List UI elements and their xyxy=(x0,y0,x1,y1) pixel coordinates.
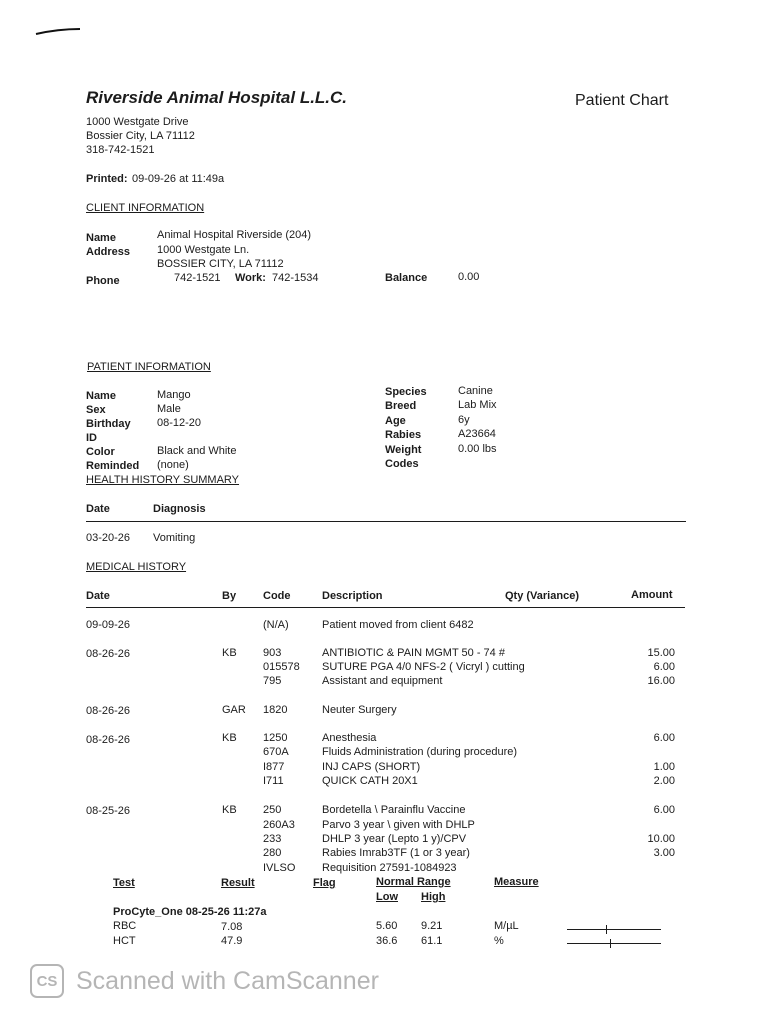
medical-history-col-qty: Qty (Variance) xyxy=(505,590,579,602)
medical-history-date: 08-26-26 xyxy=(86,734,131,746)
medical-history-col-amount: Amount xyxy=(631,589,673,601)
lab-range-indicator xyxy=(567,929,661,930)
medical-history-rule xyxy=(86,607,685,608)
medical-history-date: 08-26-26 xyxy=(86,648,131,660)
medical-history-by: GAR xyxy=(222,704,246,716)
patient-field-label: Color xyxy=(86,446,115,458)
lab-col-low: Low xyxy=(376,891,398,903)
medical-history-by: KB xyxy=(222,647,237,659)
health-history-section-title: HEALTH HISTORY SUMMARY xyxy=(86,474,240,486)
patient-field-value: Mango xyxy=(157,389,191,401)
lab-low-value: 5.60 xyxy=(376,920,398,932)
medical-history-amount: 15.00 xyxy=(647,647,675,659)
pen-mark xyxy=(34,26,82,38)
patient-field-label: Species xyxy=(385,386,427,398)
patient-field-value: 6y xyxy=(458,414,470,426)
client-balance-label: Balance xyxy=(385,272,428,284)
medical-history-description: Anesthesia xyxy=(322,732,377,744)
lab-test-name: RBC xyxy=(113,920,137,932)
lab-col-high: High xyxy=(421,891,446,903)
health-history-date: 03-20-26 xyxy=(86,532,131,544)
client-address-label: Address xyxy=(86,246,131,258)
lab-panel-title: ProCyte_One 08-25-26 11:27a xyxy=(113,906,267,918)
client-phone-label: Phone xyxy=(86,275,120,287)
medical-history-code: I711 xyxy=(263,775,284,787)
client-balance-value: 0.00 xyxy=(458,271,480,283)
medical-history-col-by: By xyxy=(222,590,237,602)
lab-high-value: 61.1 xyxy=(421,935,443,947)
medical-history-code: 670A xyxy=(263,746,289,758)
printed-value: 09-09-26 at 11:49a xyxy=(132,173,225,185)
medical-history-col-code: Code xyxy=(263,590,291,602)
medical-history-description: DHLP 3 year (Lepto 1 y)/CPV xyxy=(322,833,467,845)
medical-history-description: Parvo 3 year \ given with DHLP xyxy=(322,819,475,831)
hospital-address-line2: Bossier City, LA 71112 xyxy=(86,130,195,142)
medical-history-code: 250 xyxy=(263,804,282,816)
client-name-label: Name xyxy=(86,232,116,244)
medical-history-code: 903 xyxy=(263,647,282,659)
patient-field-label: Birthday xyxy=(86,418,131,430)
patient-field-value: (none) xyxy=(157,459,189,471)
health-history-rule xyxy=(86,521,686,522)
patient-field-value: 08-12-20 xyxy=(157,417,202,429)
medical-history-code: (N/A) xyxy=(263,619,289,631)
medical-history-description: ANTIBIOTIC & PAIN MGMT 50 - 74 # xyxy=(322,647,505,659)
patient-field-value: 0.00 lbs xyxy=(458,443,497,455)
health-history-diagnosis: Vomiting xyxy=(153,532,196,544)
health-history-col-date: Date xyxy=(86,503,110,515)
medical-history-date: 09-09-26 xyxy=(86,619,131,631)
client-work-label: Work: xyxy=(235,272,266,284)
medical-history-amount: 3.00 xyxy=(653,847,675,859)
patient-field-label: Breed xyxy=(385,400,417,412)
patient-field-value: Male xyxy=(157,403,181,415)
client-name-value: Animal Hospital Riverside (204) xyxy=(157,229,312,241)
lab-range-marker xyxy=(610,939,611,948)
camscanner-logo-icon: CS xyxy=(30,964,64,998)
medical-history-code: 260A3 xyxy=(263,819,295,831)
medical-history-date: 08-25-26 xyxy=(86,805,131,817)
medical-history-code: 795 xyxy=(263,675,282,687)
lab-measure: % xyxy=(494,935,504,947)
medical-history-amount: 6.00 xyxy=(653,804,675,816)
medical-history-description: SUTURE PGA 4/0 NFS-2 ( Vicryl ) cutting xyxy=(322,661,525,673)
patient-field-label: Age xyxy=(385,415,406,427)
patient-field-value: A23664 xyxy=(458,428,496,440)
medical-history-description: Requisition 27591-1084923 xyxy=(322,862,457,874)
lab-test-name: HCT xyxy=(113,935,136,947)
medical-history-amount: 1.00 xyxy=(653,761,675,773)
camscanner-text: Scanned with CamScanner xyxy=(76,966,379,995)
medical-history-code: 233 xyxy=(263,833,282,845)
medical-history-code: IVLSO xyxy=(263,862,296,874)
client-work-value: 742-1534 xyxy=(272,272,319,284)
medical-history-section-title: MEDICAL HISTORY xyxy=(86,561,187,573)
lab-low-value: 36.6 xyxy=(376,935,398,947)
hospital-phone: 318-742-1521 xyxy=(86,144,155,156)
medical-history-description: QUICK CATH 20X1 xyxy=(322,775,418,787)
medical-history-code: I877 xyxy=(263,761,285,773)
lab-col-measure: Measure xyxy=(494,876,539,888)
medical-history-code: 280 xyxy=(263,847,282,859)
lab-measure: M/µL xyxy=(494,920,519,932)
patient-field-label: Sex xyxy=(86,404,106,416)
patient-section-title: PATIENT INFORMATION xyxy=(87,361,211,373)
medical-history-description: Rabies Imrab3TF (1 or 3 year) xyxy=(322,847,470,859)
medical-history-amount: 2.00 xyxy=(653,775,675,787)
medical-history-by: KB xyxy=(222,732,237,744)
patient-field-value: Canine xyxy=(458,385,493,397)
client-section-title: CLIENT INFORMATION xyxy=(86,202,205,214)
medical-history-description: Fluids Administration (during procedure) xyxy=(322,746,518,758)
patient-field-label: Rabies xyxy=(385,429,422,441)
lab-result-value: 7.08 xyxy=(221,921,243,933)
patient-field-label: ID xyxy=(86,432,97,444)
medical-history-description: Patient moved from client 6482 xyxy=(322,619,474,631)
patient-field-value: Lab Mix xyxy=(458,399,497,411)
lab-range-indicator xyxy=(567,943,661,944)
patient-field-label: Weight xyxy=(385,444,422,456)
medical-history-description: INJ CAPS (SHORT) xyxy=(322,761,421,773)
printed-label: Printed: xyxy=(86,173,128,185)
client-phone-value: 742-1521 xyxy=(174,272,221,284)
hospital-name: Riverside Animal Hospital L.L.C. xyxy=(86,88,348,107)
medical-history-col-date: Date xyxy=(86,590,110,602)
lab-col-normal-range: Normal Range xyxy=(376,876,451,888)
patient-field-label: Reminded xyxy=(86,460,140,472)
hospital-address-line1: 1000 Westgate Drive xyxy=(86,116,189,128)
medical-history-date: 08-26-26 xyxy=(86,705,131,717)
medical-history-col-description: Description xyxy=(322,590,383,602)
patient-field-value: Black and White xyxy=(157,445,237,457)
lab-result-value: 47.9 xyxy=(221,935,243,947)
medical-history-code: 1250 xyxy=(263,732,288,744)
medical-history-description: Bordetella \ Parainflu Vaccine xyxy=(322,804,466,816)
medical-history-code: 1820 xyxy=(263,704,288,716)
patient-field-label: Codes xyxy=(385,458,419,470)
camscanner-watermark xyxy=(30,963,379,999)
medical-history-description: Neuter Surgery xyxy=(322,704,397,716)
page-title: Patient Chart xyxy=(575,92,669,109)
medical-history-amount: 6.00 xyxy=(653,661,675,673)
client-address-line2: BOSSIER CITY, LA 71112 xyxy=(157,258,284,270)
lab-col-test: Test xyxy=(113,877,135,889)
lab-col-result: Result xyxy=(221,877,255,889)
medical-history-amount: 10.00 xyxy=(647,833,675,845)
medical-history-by: KB xyxy=(222,804,237,816)
medical-history-code: 015578 xyxy=(263,661,300,673)
medical-history-amount: 16.00 xyxy=(647,675,675,687)
lab-col-flag: Flag xyxy=(313,877,336,889)
lab-range-marker xyxy=(606,925,607,934)
medical-history-description: Assistant and equipment xyxy=(322,675,443,687)
lab-high-value: 9.21 xyxy=(421,920,443,932)
medical-history-amount: 6.00 xyxy=(653,732,675,744)
patient-field-label: Name xyxy=(86,390,116,402)
health-history-col-diagnosis: Diagnosis xyxy=(153,503,206,515)
client-address-line1: 1000 Westgate Ln. xyxy=(157,244,250,256)
